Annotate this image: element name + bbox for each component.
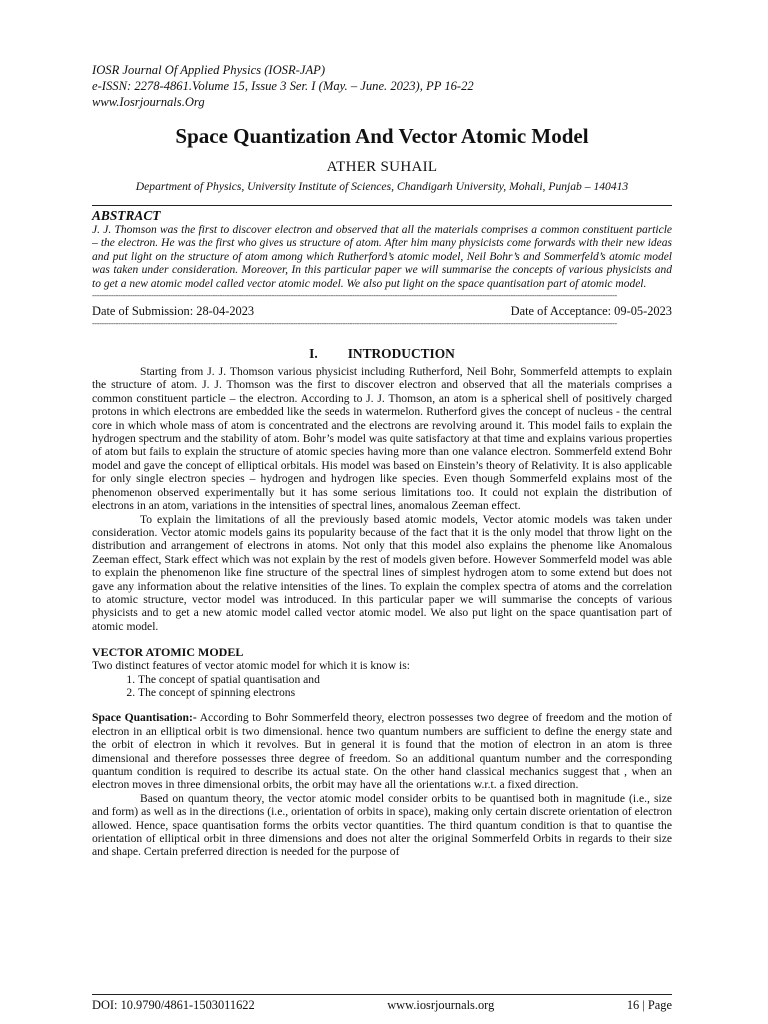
journal-website[interactable]: www.Iosrjournals.Org xyxy=(92,95,205,109)
dates-row xyxy=(92,304,672,319)
paper-author: ATHER SUHAIL xyxy=(326,159,438,175)
journal-issue-line: e-ISSN: 2278-4861.Volume 15, Issue 3 Ser. I (May. – June. 2023), PP 16-22 xyxy=(92,79,474,93)
space-quantisation-paragraph-2: Based on quantum theory, the vector atomic model consider orbits to be quantised both in magnitude (i.e., size and form) as well as in the directions (i.e., orientation of orbits in space), making only certain discrete orientation of electron allowed. Hence, space quantisation forms the orbits vector quantities. The third quantum condition is that to quantise the orientation of elliptical orbit in three dimensions and does not alter the original Sommerfeld Orbits in regards to their size and shape. Certain preferred direction is needed for the purpose of xyxy=(92,791,672,859)
list-item: 2. The concept of spinning electrons xyxy=(138,686,672,699)
features-list xyxy=(92,673,672,700)
dashed-separator: ------------------------------------------------------------------------------------------------------------------------------------------------------------------------------------------------------------------------------ xyxy=(92,292,617,301)
abstract-top-rule xyxy=(92,205,672,206)
footer-site[interactable]: www.iosrjournals.org xyxy=(387,998,495,1012)
page-footer xyxy=(92,994,672,1013)
vector-model-heading: VECTOR ATOMIC MODEL xyxy=(92,645,244,660)
footer-page-number: 16 | Page xyxy=(626,998,672,1012)
space-quantisation-lead: Space Quantisation:- xyxy=(92,711,197,725)
author-affiliation: Department of Physics, University Institute of Sciences, Chandigarh University, Mohali, Punjab – 140413 xyxy=(135,180,629,193)
section-number: I. xyxy=(309,346,318,362)
space-quantisation-text: According to Bohr Sommerfeld theory, electron possesses two degree of freedom and the motion of electron in an elliptical orbit is two dimensional. hence two quantum numbers are sufficient to define the energy state and the orbit of electron in which it revolves. But in general it is found that the motion of electron in an atom is three dimensional and therefore possesses three degree of freedom. So an additional quantum number and the corresponding quantum condition is required to describe its actual state. On the other hand classical mechanics suggest that , when an electron moves in three dimensional orbits, the orbit may have all the orientations w.r.t. a fixed direction. xyxy=(92,711,672,792)
footer-doi[interactable]: DOI: 10.9790/4861-1503011622 xyxy=(92,998,255,1012)
paper-title: Space Quantization And Vector Atomic Model xyxy=(175,124,589,148)
dashed-separator: ------------------------------------------------------------------------------------------------------------------------------------------------------------------------------------------------------------------------------ xyxy=(92,320,617,329)
intro-paragraph-2: To explain the limitations of all the previously based atomic models, Vector atomic models was taken under consideration. Vector atomic models gains its popularity because of the fact that it is the only model that throw light on the distribution and arrangement of electrons in atoms. Not only that this model also explains the phenome like Anomalous Zeeman effect, Stark effect which was not explain by the rest of models given before. However Sommerfeld model was able to explain the phenomenon like fine structure of the spectral lines of simplest hydrogen atom to some extend but does not gave any information about the relative intensities of the lines. To explain the complex spectra of atoms and the correlation to atomic structure, vector model was introduced. In this particular paper we will summarise the concepts of various physicists and to get a new atomic model called vector atomic model. We also put light on the space quantisation part of atomic model. xyxy=(92,512,672,633)
abstract-text: J. J. Thomson was the first to discover electron and observed that all the materials comprises a common constituent particle – the electron. He was the first who gives us structure of atom. After him many physicists come forwards with their new ideas and put light on the structure of atom among which Rutherford’s atomic model, Neil Bohr’s and Sommerfeld’s atomic model was taken under consideration. Moreover, In this particular paper we will summarise the concepts of various physicists and to get a new atomic model called vector atomic model. We also put light on the space quantisation part of atomic model. xyxy=(92,224,672,290)
page-content xyxy=(92,62,672,859)
submission-date: Date of Submission: 28-04-2023 xyxy=(92,304,255,319)
intro-paragraph-1: Starting from J. J. Thomson various physicist including Rutherford, Neil Bohr, Sommerfeld attempts to explain the structure of atom. J. J. Thomson was the first to discover electron and observed that all the materials comprises a common constituent particle – the electron. According to J. J. Thomson, an atom is a spherical shell of positively charged protons in which electrons are embedded like the seeds in watermelon. Rutherford gives the concept of nucleus - the central core in which whole mass of atom is concentrated and the electrons are revolving around it. This model fails to explain the hydrogen spectrum and the stability of atom. Bohr’s model was quite satisfactory at that time and explains various properties of atom but fails to explain the structure of atomic species having more than one valance electron. Sommerfeld extend Bohr model and gave the concept of elliptical orbitals. His model was based on Einstein’s theory of Relativity. It is also applicable for only single electron species – hydrogen and hydrogen like species. Even though Sommerfeld explains most of the phenomenon observed experimentally but it has some serious limitations too. It could not explain the distribution of electrons in an atom, variations in the intensities of spectral lines, anomalous Zeeman effect. xyxy=(92,365,672,513)
space-quantisation-paragraph-1 xyxy=(92,711,672,791)
vector-model-intro: Two distinct features of vector atomic model for which it is know is: xyxy=(92,659,410,673)
section-title: INTRODUCTION xyxy=(347,346,455,362)
abstract-heading: ABSTRACT xyxy=(92,208,161,223)
acceptance-date: Date of Acceptance: 09-05-2023 xyxy=(510,304,672,319)
list-item: 1. The concept of spatial quantisation and xyxy=(138,673,672,686)
journal-name: IOSR Journal Of Applied Physics (IOSR-JAP) xyxy=(92,63,326,77)
introduction-heading xyxy=(92,346,672,362)
